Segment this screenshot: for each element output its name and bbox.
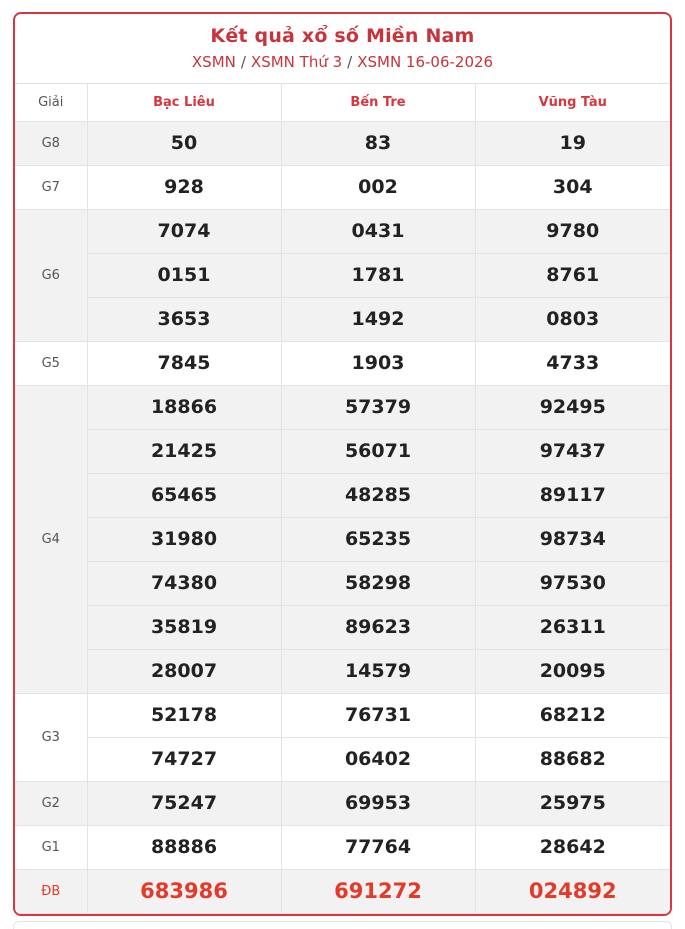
special-prize-number: 691272 <box>281 869 475 913</box>
province-header-ben-tre[interactable]: Bến Tre <box>281 84 475 121</box>
table-row <box>15 605 670 649</box>
breadcrumb-separator: / <box>240 53 246 71</box>
result-number: 65235 <box>281 517 475 561</box>
result-number: 75247 <box>87 781 281 825</box>
prize-label-g6: G6 <box>15 209 87 341</box>
breadcrumb-xsmn-thu3[interactable]: XSMN Thứ 3 <box>250 53 343 71</box>
prize-label-g8: G8 <box>15 121 87 165</box>
table-header-row <box>15 84 670 121</box>
table-row <box>15 209 670 253</box>
result-number: 4733 <box>475 341 670 385</box>
result-number: 50 <box>87 121 281 165</box>
result-number: 31980 <box>87 517 281 561</box>
prize-column-header: Giải <box>15 84 87 121</box>
table-row <box>15 253 670 297</box>
table-row <box>15 825 670 869</box>
result-number: 1903 <box>281 341 475 385</box>
table-row <box>15 649 670 693</box>
result-number: 56071 <box>281 429 475 473</box>
result-number: 304 <box>475 165 670 209</box>
prize-label-g7: G7 <box>15 165 87 209</box>
result-number: 35819 <box>87 605 281 649</box>
prize-label-db: ĐB <box>15 869 87 913</box>
result-number: 3653 <box>87 297 281 341</box>
result-number: 0431 <box>281 209 475 253</box>
table-row <box>15 737 670 781</box>
result-number: 88886 <box>87 825 281 869</box>
result-number: 20095 <box>475 649 670 693</box>
page-title: Kết quả xổ số Miền Nam <box>210 25 475 47</box>
result-number: 26311 <box>475 605 670 649</box>
table-row <box>15 385 670 429</box>
result-number: 28007 <box>87 649 281 693</box>
result-number: 76731 <box>281 693 475 737</box>
prize-label-g4: G4 <box>15 385 87 693</box>
result-number: 7845 <box>87 341 281 385</box>
results-table <box>15 84 670 914</box>
result-number: 1781 <box>281 253 475 297</box>
result-number: 18866 <box>87 385 281 429</box>
prize-label-g5: G5 <box>15 341 87 385</box>
result-number: 97437 <box>475 429 670 473</box>
table-row <box>15 341 670 385</box>
breadcrumb-separator: / <box>347 53 353 71</box>
result-number: 98734 <box>475 517 670 561</box>
result-number: 8761 <box>475 253 670 297</box>
result-number: 19 <box>475 121 670 165</box>
table-row <box>15 429 670 473</box>
result-number: 06402 <box>281 737 475 781</box>
breadcrumb-xsmn[interactable]: XSMN <box>191 53 236 71</box>
result-number: 21425 <box>87 429 281 473</box>
special-prize-number: 683986 <box>87 869 281 913</box>
result-number: 89117 <box>475 473 670 517</box>
result-number: 83 <box>281 121 475 165</box>
result-number: 65465 <box>87 473 281 517</box>
result-number: 88682 <box>475 737 670 781</box>
table-row <box>15 165 670 209</box>
breadcrumb-xsmn-date[interactable]: XSMN 16-06-2026 <box>357 53 494 71</box>
table-row <box>15 781 670 825</box>
result-number: 7074 <box>87 209 281 253</box>
next-card-edge <box>13 921 672 929</box>
result-number: 74380 <box>87 561 281 605</box>
result-number: 0151 <box>87 253 281 297</box>
table-row-special <box>15 869 670 913</box>
prize-label-g3: G3 <box>15 693 87 781</box>
result-number: 928 <box>87 165 281 209</box>
result-number: 48285 <box>281 473 475 517</box>
result-number: 58298 <box>281 561 475 605</box>
result-number: 9780 <box>475 209 670 253</box>
result-number: 77764 <box>281 825 475 869</box>
result-number: 69953 <box>281 781 475 825</box>
prize-label-g1: G1 <box>15 825 87 869</box>
result-number: 28642 <box>475 825 670 869</box>
table-row <box>15 121 670 165</box>
results-card <box>13 12 672 916</box>
result-number: 57379 <box>281 385 475 429</box>
result-number: 25975 <box>475 781 670 825</box>
result-number: 97530 <box>475 561 670 605</box>
breadcrumb <box>15 53 670 71</box>
result-number: 002 <box>281 165 475 209</box>
result-number: 89623 <box>281 605 475 649</box>
prize-label-g2: G2 <box>15 781 87 825</box>
table-row <box>15 693 670 737</box>
result-number: 0803 <box>475 297 670 341</box>
special-prize-number: 024892 <box>475 869 670 913</box>
result-number: 74727 <box>87 737 281 781</box>
result-number: 52178 <box>87 693 281 737</box>
result-number: 1492 <box>281 297 475 341</box>
province-header-vung-tau[interactable]: Vũng Tàu <box>475 84 670 121</box>
table-row <box>15 561 670 605</box>
result-number: 14579 <box>281 649 475 693</box>
table-row <box>15 297 670 341</box>
result-number: 68212 <box>475 693 670 737</box>
table-row <box>15 473 670 517</box>
table-row <box>15 517 670 561</box>
results-header <box>15 14 670 84</box>
result-number: 92495 <box>475 385 670 429</box>
province-header-bac-lieu[interactable]: Bạc Liêu <box>87 84 281 121</box>
